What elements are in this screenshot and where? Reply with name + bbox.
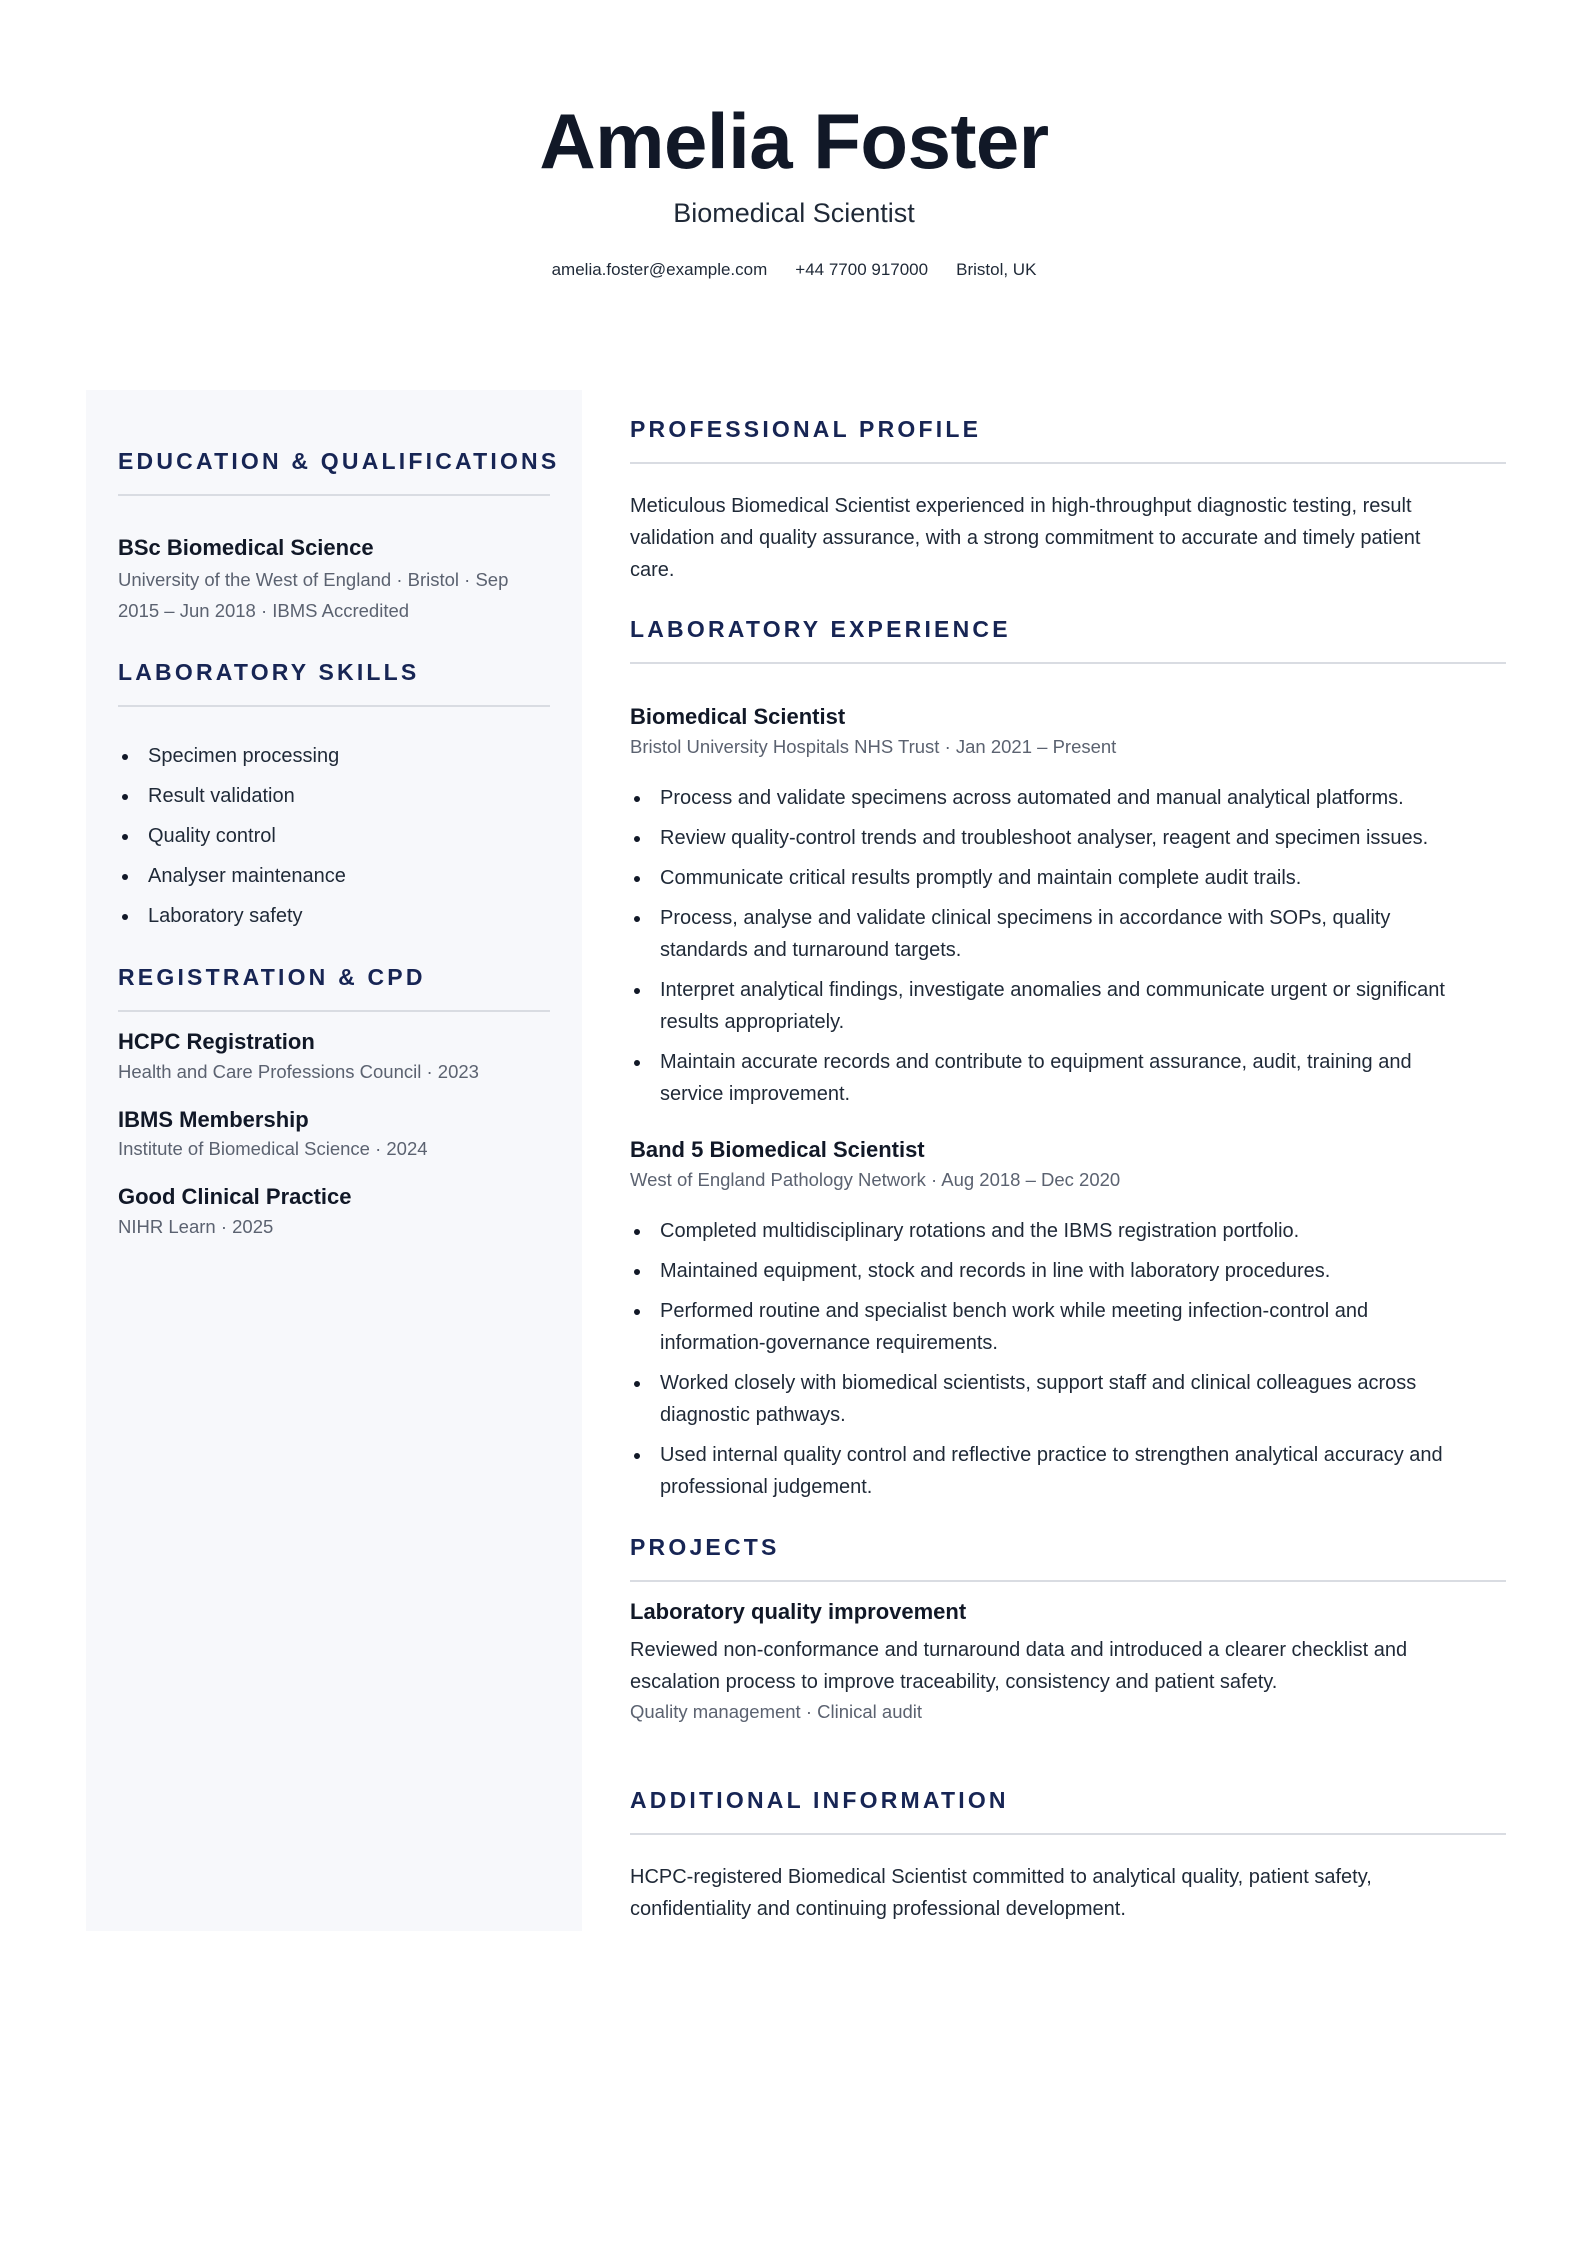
- job-bullets: [630, 782, 1510, 1110]
- text-line: care.: [630, 559, 675, 581]
- profile-summary: [630, 490, 1506, 586]
- list-item: Laboratory safety: [118, 900, 550, 932]
- job-meta: Bristol University Hospitals NHS Trust · Jan 2021 – Present: [630, 736, 1117, 757]
- project-name: Laboratory quality improvement: [630, 1599, 967, 1624]
- text-line: results appropriately.: [660, 1011, 845, 1033]
- list-item: [630, 1255, 1510, 1287]
- text-line: Performed routine and specialist bench work while meeting infection-control and: [660, 1300, 1369, 1322]
- text-line: HCPC-registered Biomedical Scientist committed to analytical quality, patient safety,: [630, 1866, 1372, 1888]
- text-line: Process and validate specimens across automated and manual analytical platforms.: [660, 787, 1404, 809]
- list-item: [630, 1439, 1510, 1503]
- candidate-name: Amelia Foster: [539, 97, 1049, 185]
- skills-list: [118, 740, 550, 932]
- list-item: [630, 822, 1510, 854]
- list-item: [630, 1367, 1510, 1431]
- text-line: service improvement.: [660, 1083, 851, 1105]
- list-item: [630, 1046, 1510, 1110]
- text-line: Review quality-control trends and troubleshoot analyser, reagent and specimen issues.: [660, 827, 1429, 849]
- education-meta-line: University of the West of England · Bristol · Sep: [118, 569, 509, 590]
- experience-divider: [630, 662, 1506, 664]
- list-item: Specimen processing: [118, 740, 550, 772]
- candidate-role: Biomedical Scientist: [673, 198, 915, 228]
- job-meta: West of England Pathology Network · Aug 2018 – Dec 2020: [630, 1169, 1121, 1190]
- text-line: Interpret analytical findings, investigate anomalies and communicate urgent or significant: [660, 979, 1445, 1001]
- text-line: Used internal quality control and reflective practice to strengthen analytical accuracy and: [660, 1444, 1443, 1466]
- list-item: [630, 862, 1510, 894]
- profile-divider: [630, 462, 1506, 464]
- job-bullets: [630, 1215, 1510, 1503]
- text-line: diagnostic pathways.: [660, 1404, 846, 1426]
- education-meta: [118, 564, 558, 626]
- contact-location: Bristol, UK: [956, 260, 1037, 279]
- experience-section-title: LABORATORY EXPERIENCE: [630, 616, 1011, 642]
- list-item: [630, 1295, 1510, 1359]
- skills-divider: [118, 705, 550, 707]
- education-meta-line: 2015 – Jun 2018 · IBMS Accredited: [118, 600, 410, 621]
- registration-divider: [118, 1010, 550, 1012]
- profile-section-title: PROFESSIONAL PROFILE: [630, 416, 982, 442]
- job-title: Band 5 Biomedical Scientist: [630, 1137, 925, 1162]
- text-line: escalation process to improve traceability, consistency and patient safety.: [630, 1671, 1278, 1693]
- text-line: Process, analyse and validate clinical specimens in accordance with SOPs, quality: [660, 907, 1391, 929]
- list-item: Result validation: [118, 780, 550, 812]
- project-description: [630, 1634, 1506, 1698]
- text-line: Meticulous Biomedical Scientist experienced in high-throughput diagnostic testing, result: [630, 495, 1412, 517]
- project-tags: Quality management · Clinical audit: [630, 1701, 923, 1722]
- additional-text: [630, 1861, 1506, 1925]
- registration-item-name: IBMS Membership: [118, 1107, 309, 1132]
- registration-item-name: HCPC Registration: [118, 1029, 315, 1054]
- list-item: [630, 1215, 1510, 1247]
- registration-item-meta: NIHR Learn · 2025: [118, 1216, 274, 1237]
- text-line: Completed multidisciplinary rotations and the IBMS registration portfolio.: [660, 1220, 1300, 1242]
- contact-line: [0, 259, 1588, 281]
- projects-section-title: PROJECTS: [630, 1534, 780, 1560]
- text-line: confidentiality and continuing professional development.: [630, 1898, 1126, 1920]
- registration-section-title: REGISTRATION & CPD: [118, 964, 426, 990]
- list-item: Quality control: [118, 820, 550, 852]
- list-item: [630, 974, 1510, 1038]
- text-line: professional judgement.: [660, 1476, 873, 1498]
- text-line: Maintain accurate records and contribute to equipment assurance, audit, training and: [660, 1051, 1412, 1073]
- projects-divider: [630, 1580, 1506, 1582]
- text-line: standards and turnaround targets.: [660, 939, 962, 961]
- registration-item-name: Good Clinical Practice: [118, 1184, 352, 1209]
- text-line: Reviewed non-conformance and turnaround data and introduced a clearer checklist and: [630, 1639, 1408, 1661]
- text-line: validation and quality assurance, with a strong commitment to accurate and timely patient: [630, 527, 1421, 549]
- sidebar: [86, 390, 582, 1931]
- education-divider: [118, 494, 550, 496]
- education-degree: BSc Biomedical Science: [118, 535, 374, 560]
- registration-item-meta: Health and Care Professions Council · 2023: [118, 1061, 479, 1082]
- additional-divider: [630, 1833, 1506, 1835]
- additional-section-title: ADDITIONAL INFORMATION: [630, 1787, 1009, 1813]
- text-line: Worked closely with biomedical scientists, support staff and clinical colleagues across: [660, 1372, 1417, 1394]
- list-item: [630, 782, 1510, 814]
- job-title: Biomedical Scientist: [630, 704, 846, 729]
- registration-item-meta: Institute of Biomedical Science · 2024: [118, 1138, 428, 1159]
- contact-phone: +44 7700 917000: [795, 260, 929, 279]
- list-item: [630, 902, 1510, 966]
- list-item: Analyser maintenance: [118, 860, 550, 892]
- education-section-title: EDUCATION & QUALIFICATIONS: [118, 448, 560, 474]
- text-line: Maintained equipment, stock and records in line with laboratory procedures.: [660, 1260, 1331, 1282]
- skills-section-title: LABORATORY SKILLS: [118, 659, 420, 685]
- contact-email: amelia.foster@example.com: [551, 260, 768, 279]
- text-line: information-governance requirements.: [660, 1332, 998, 1354]
- text-line: Communicate critical results promptly and maintain complete audit trails.: [660, 867, 1302, 889]
